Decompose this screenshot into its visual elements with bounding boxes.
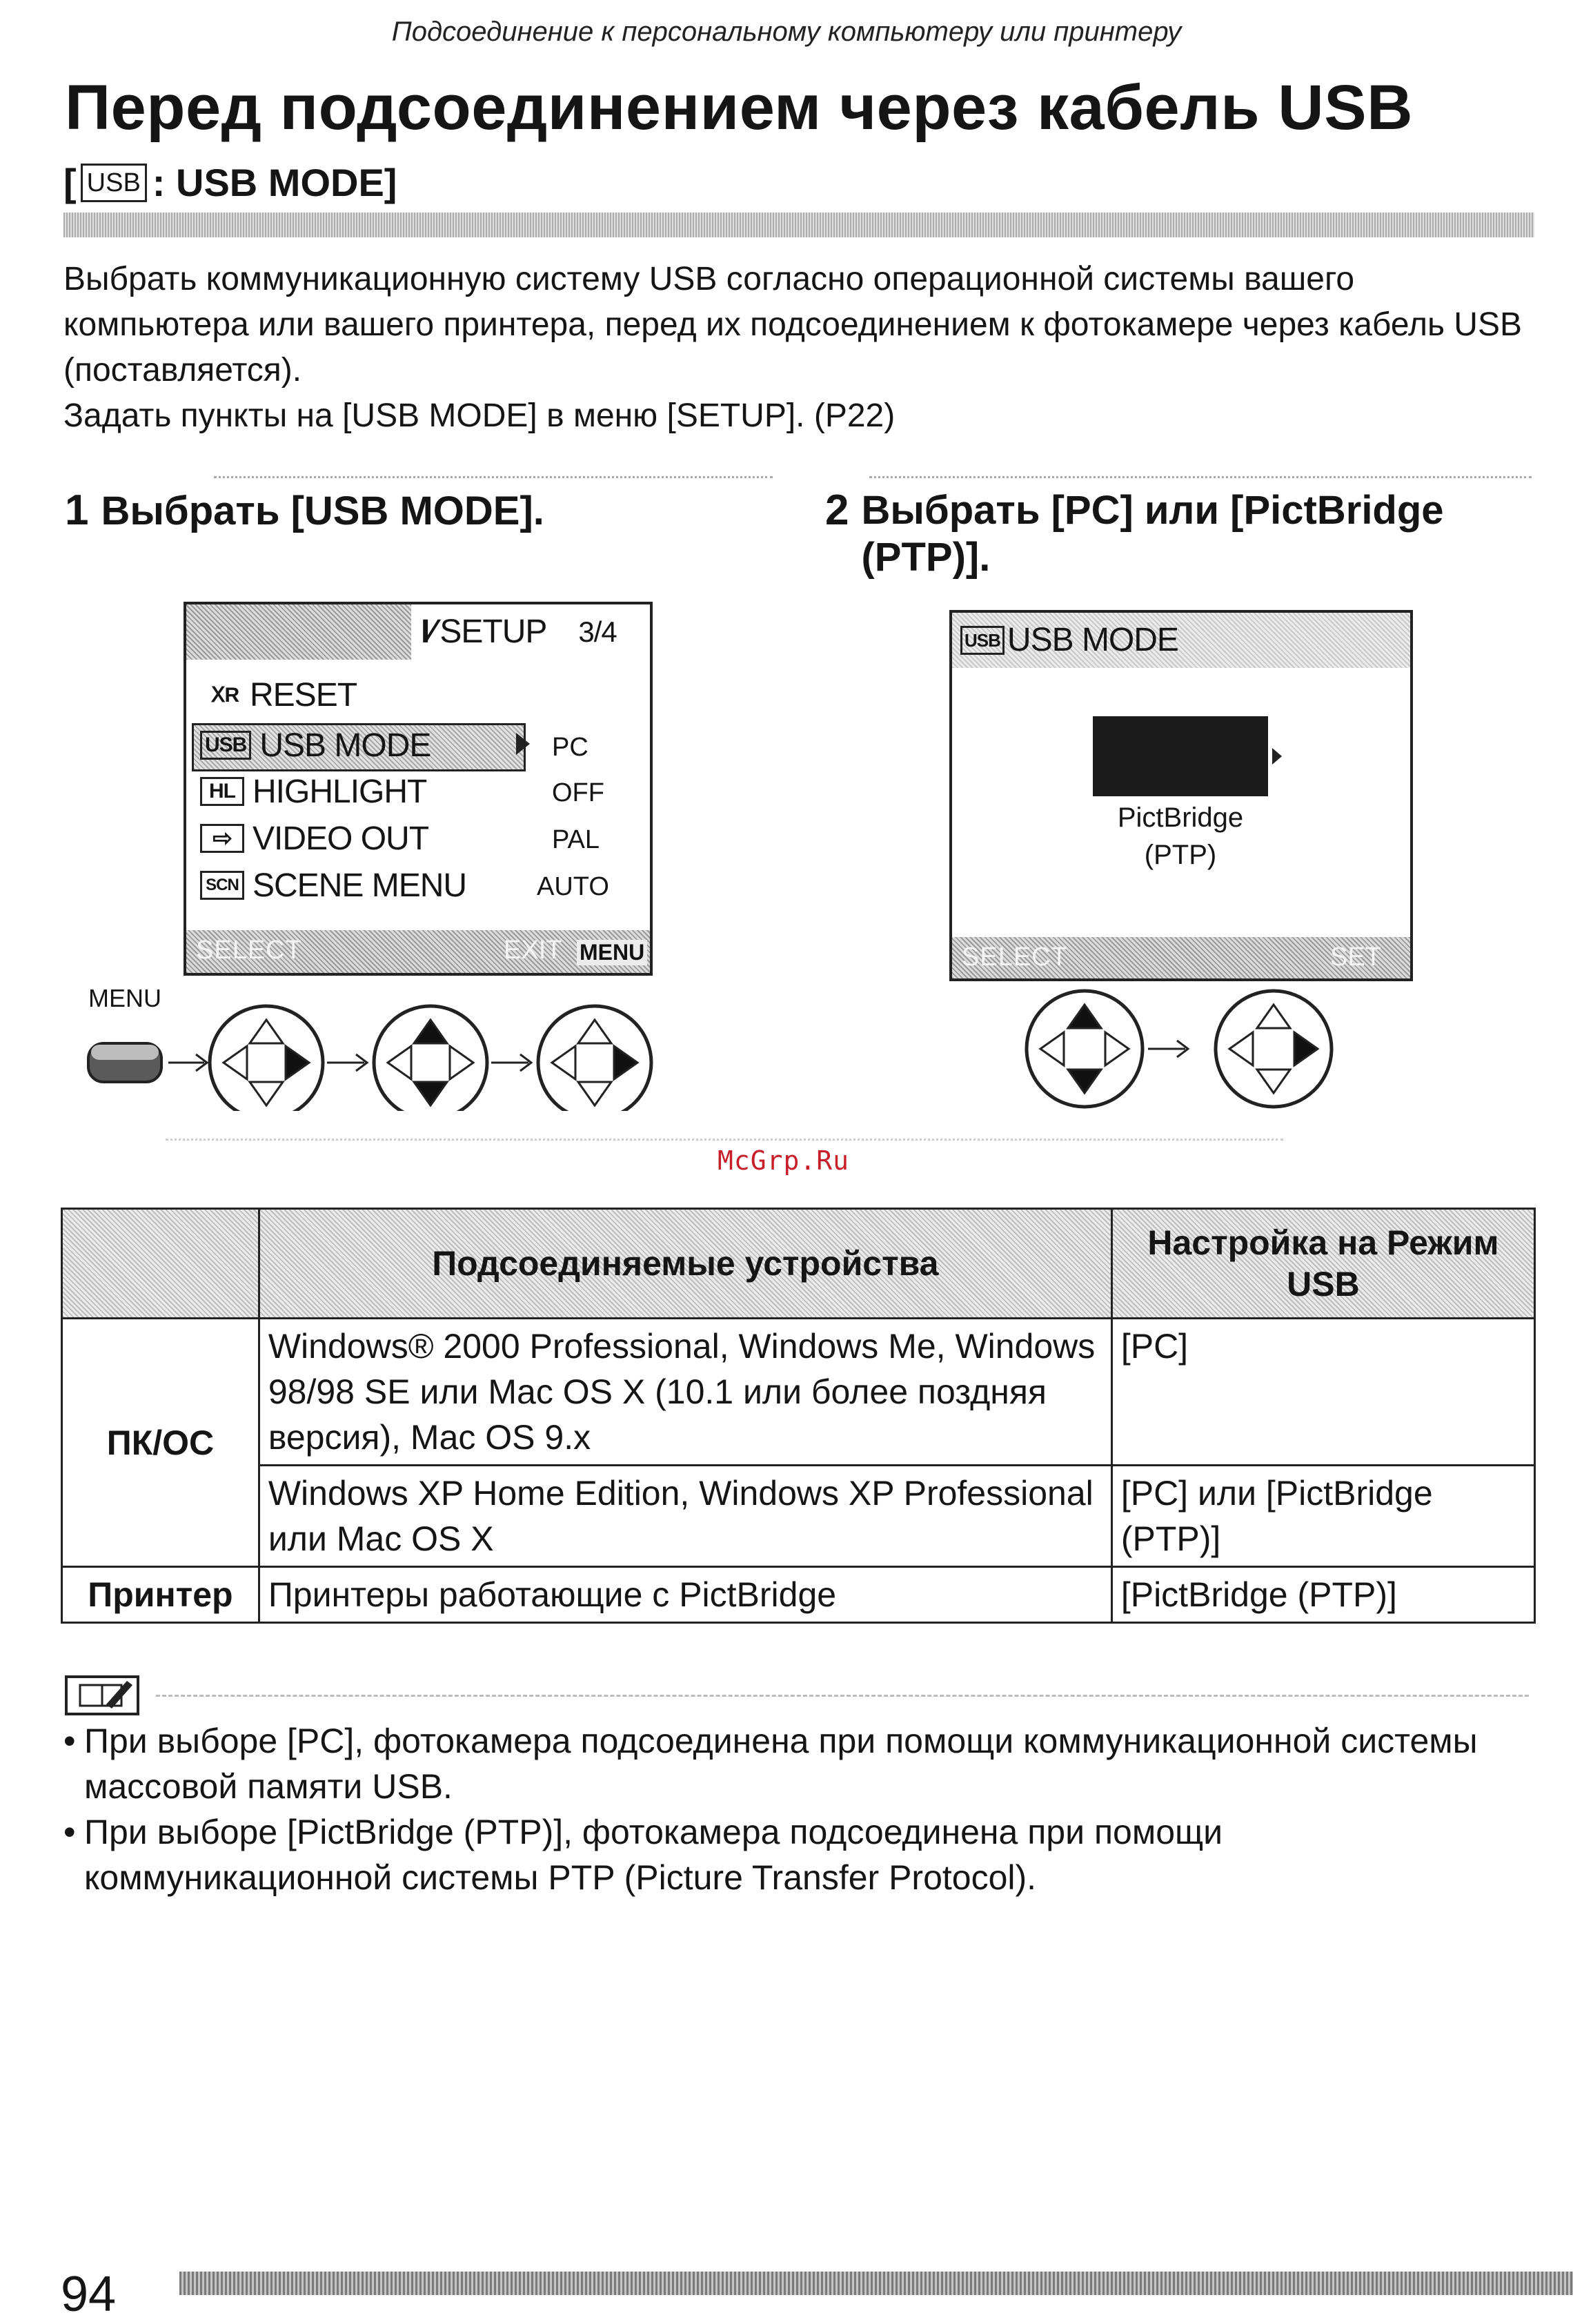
notes-list [63, 1718, 1519, 1900]
running-header: Подсоединение к персональному компьютеру или принтеру [391, 17, 1182, 47]
page-number: 94 [61, 2267, 117, 2322]
note-text: При выборе [PictBridge (PTP)], фотокамера подсоединена при помощи коммуникационной системы PTP (Picture Transfer Protocol). [84, 1813, 1223, 1897]
device-cell: Windows XP Home Edition, Windows XP Professional или Mac OS X [259, 1466, 1111, 1567]
reset-icon: ⅩR [210, 683, 239, 707]
option-pictbridge-label: PictBridge [1117, 802, 1244, 833]
arrow-right-icon [327, 1054, 367, 1071]
table-header-row [62, 1209, 1535, 1319]
option-pictbridge[interactable] [1093, 799, 1268, 874]
step2-title [825, 487, 1515, 581]
menu-item-label: HIGHLIGHT [253, 773, 427, 810]
video-out-icon: ⇨ [200, 824, 244, 853]
note-icon [63, 1671, 141, 1717]
setup-menu-screen [184, 602, 653, 976]
step1-title [65, 487, 789, 535]
setting-cell: [PC] или [PictBridge (PTP)] [1111, 1466, 1534, 1567]
note-item: • При выборе [PC], фотокамера подсоединена при помощи коммуникационной системы массовой памяти USB. [63, 1718, 1519, 1809]
intro-text [63, 257, 1526, 439]
usb-icon: USB [200, 731, 251, 760]
footer-bar [179, 2272, 1573, 2295]
footer-menu-label: MENU [577, 940, 647, 965]
arrow-right-icon [491, 1054, 531, 1071]
usb-mode-screen [949, 610, 1413, 981]
menu-item-reset[interactable] [200, 673, 357, 716]
table-header-cell: Настройка на Режим USB [1111, 1209, 1534, 1319]
usb-icon: USB [960, 626, 1005, 655]
intro-paragraph: Задать пункты на [USB MODE] в меню [SETUP]. (P22) [63, 397, 896, 434]
step2-divider [869, 476, 1532, 478]
intro-paragraph: Выбрать коммуникационную систему USB согласно операционной системы вашего компьютера или вашего принтера, перед их подсоединением к фотокамере через кабель USB (поставляется). [63, 261, 1522, 388]
dpad-right-icon[interactable] [1216, 991, 1332, 1107]
step-label: Выбрать [PC] или [PictBridge (PTP)]. [861, 488, 1444, 580]
menu-item-video-out[interactable] [200, 817, 428, 860]
screen-header-halftone [186, 604, 411, 660]
highlight-icon: HL [200, 777, 244, 806]
footer-select-label: SELECT [196, 936, 302, 965]
step-number: 1 [65, 486, 89, 534]
menu-page-indicator: 3/4 [578, 615, 617, 648]
section-divider [166, 1139, 1283, 1141]
menu-item-label: RESET [250, 676, 357, 713]
step1-divider [214, 476, 773, 478]
setup-icon: I⁄ [421, 613, 435, 650]
menu-item-value: PC [552, 732, 588, 762]
setting-cell: [PictBridge (PTP)] [1111, 1567, 1534, 1623]
device-table [61, 1208, 1536, 1624]
screen-header-label: USB MODE [1007, 622, 1178, 658]
option-pc-selected[interactable] [1093, 716, 1268, 796]
table-header-cell: Подсоединяемые устройства [259, 1209, 1111, 1319]
dpad-up-down-icon[interactable] [374, 1006, 487, 1111]
watermark: McGrp.Ru [718, 1145, 850, 1176]
halftone-divider [63, 213, 1534, 237]
note-text: При выборе [PC], фотокамера подсоединена при помощи коммуникационной системы массовой памяти USB. [84, 1722, 1478, 1806]
table-row [62, 1466, 1535, 1567]
menu-button-label: MENU [88, 984, 161, 1012]
section-subtitle [63, 160, 397, 205]
subtitle-open-bracket: [ [63, 161, 77, 204]
device-cell: Принтеры работающие с PictBridge [259, 1567, 1111, 1623]
table-row [62, 1319, 1535, 1466]
menu-item-value: OFF [552, 778, 604, 807]
step-number: 2 [825, 486, 849, 534]
row-group-label: Принтер [62, 1567, 259, 1623]
menu-item-value: PAL [552, 825, 600, 854]
arrow-right-icon [1148, 1041, 1188, 1057]
usb-icon: USB [81, 164, 147, 202]
footer-exit-label: EXIT [504, 936, 562, 965]
screen-header [960, 621, 1178, 659]
page-title: Перед подсоединением через кабель USB [65, 72, 1414, 143]
row-group-label: ПК/ОС [62, 1319, 259, 1567]
note-divider [156, 1695, 1529, 1697]
menu-item-label: USB MODE [259, 727, 431, 764]
step-label: Выбрать [USB MODE]. [101, 489, 544, 533]
menu-item-highlight[interactable] [200, 770, 426, 813]
option-pc-label: PC [1161, 740, 1200, 771]
menu-item-label: SCENE MENU [253, 867, 467, 904]
step2-button-sequence [1014, 987, 1345, 1111]
step1-button-sequence [83, 1001, 759, 1111]
screen-header-label: SETUP [439, 613, 547, 650]
dpad-up-down-icon[interactable] [1027, 991, 1142, 1107]
subtitle-text: : USB MODE] [152, 161, 397, 204]
table-header-cell [62, 1209, 259, 1319]
arrow-right-icon [168, 1054, 207, 1071]
dpad-right-icon[interactable] [538, 1006, 651, 1111]
menu-item-value: AUTO [537, 872, 609, 901]
note-item: • При выборе [PictBridge (PTP)], фотокамера подсоединена при помощи коммуникационной системы PTP (Picture Transfer Protocol). [63, 1809, 1519, 1900]
scene-icon: SCN [200, 871, 244, 900]
footer-select-label: SELECT [962, 943, 1068, 972]
dpad-right-icon[interactable] [210, 1006, 323, 1111]
menu-button[interactable] [88, 1043, 161, 1082]
menu-item-usb-mode[interactable] [200, 724, 431, 767]
submenu-arrow-icon [516, 733, 530, 755]
screen-header [421, 613, 617, 651]
menu-item-label: VIDEO OUT [253, 820, 429, 857]
device-cell: Windows® 2000 Professional, Windows Me, Windows 98/98 SE или Mac OS X (10.1 или более поздняя версия), Mac OS 9.x [259, 1319, 1111, 1466]
setting-cell: [PC] [1111, 1319, 1534, 1466]
table-row [62, 1567, 1535, 1623]
footer-set-label: SET [1330, 943, 1381, 972]
option-arrow-icon [1272, 748, 1282, 765]
option-ptp-label: (PTP) [1144, 840, 1217, 870]
menu-item-scene-menu[interactable] [200, 864, 466, 907]
